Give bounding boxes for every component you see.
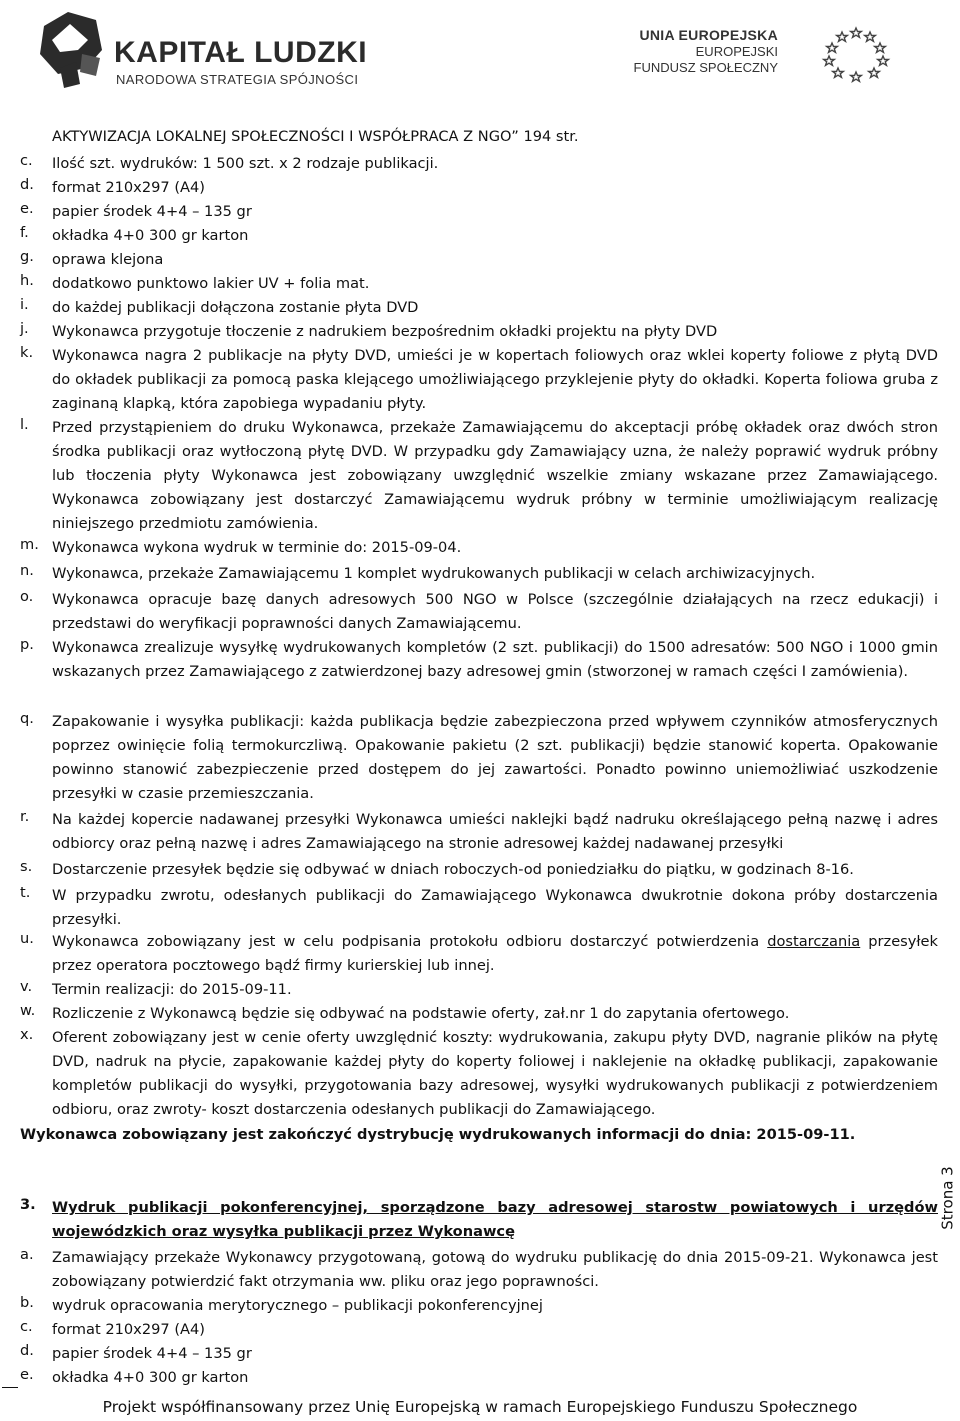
list-item bbox=[20, 1026, 938, 1122]
item-text: Wykonawca nagra 2 publikacje na płyty DVD, umieści je w kopertach foliowych oraz wklei koperty foliowe z płytą DVD do okładek publikacji za pomocą paska klejącego umożliwiającego przyklejenie płyty do okładki. Koperta foliowa gruba z zaginaną klapką, która zapobiega wypadaniu płyty. bbox=[52, 347, 938, 412]
item-label: c. bbox=[20, 152, 33, 169]
page-header bbox=[0, 0, 960, 110]
eu-line3: FUNDUSZ SPOŁECZNY bbox=[633, 60, 778, 75]
item-text-before: Wykonawca zobowiązany jest w celu podpisania protokołu odbioru dostarczyć potwierdzenia bbox=[52, 933, 768, 950]
list-item bbox=[20, 296, 938, 320]
list-item bbox=[20, 884, 938, 932]
item-text bbox=[52, 930, 938, 978]
item-label: e. bbox=[20, 1366, 34, 1383]
item-label: k. bbox=[20, 344, 34, 361]
list-item bbox=[20, 710, 938, 806]
item-text: format 210x297 (A4) bbox=[52, 1321, 205, 1338]
list-item bbox=[20, 152, 938, 176]
item-label: q. bbox=[20, 710, 34, 727]
item-label: s. bbox=[20, 858, 33, 875]
item-text: Wykonawca przygotuje tłoczenie z nadrukiem bezpośrednim okładki projektu na płyty DVD bbox=[52, 323, 718, 340]
item-label: o. bbox=[20, 588, 34, 605]
list-item bbox=[20, 536, 938, 560]
list-item bbox=[20, 1342, 938, 1366]
section-3-heading bbox=[20, 1196, 938, 1244]
item-label: n. bbox=[20, 562, 34, 579]
item-text: Wykonawca wykona wydruk w terminie do: 2015-09-04. bbox=[52, 539, 462, 556]
item-text: Oferent zobowiązany jest w cenie oferty uwzględnić koszty: wydrukowania, zakupu płyty DVD, nagranie plików na płytę DVD, nadruk na płycie, zapakowanie każdej płyty do koperty foliowej i naklejenie na okładkę publikacji, zapakowanie kompletów publikacji do wysyłki, przygotowania bazy adresowej, wysyłki wydrukowanych publikacji z potwierdzeniem odbioru, oraz zwroty- koszt dostarczenia odesłanych publikacji do Zamawiającego. bbox=[52, 1029, 938, 1118]
item-label: d. bbox=[20, 176, 34, 193]
item-label: d. bbox=[20, 1342, 34, 1359]
item-text: dodatkowo punktowo lakier UV + folia mat. bbox=[52, 275, 370, 292]
list-item bbox=[20, 1318, 938, 1342]
item-label: u. bbox=[20, 930, 34, 947]
eu-line2: EUROPEJSKI bbox=[695, 44, 778, 59]
item-label: j. bbox=[20, 320, 29, 337]
eu-stars-flag-icon bbox=[796, 22, 916, 84]
item-label: c. bbox=[20, 1318, 33, 1335]
kapital-ludzki-title: KAPITAŁ LUDZKI bbox=[114, 36, 368, 69]
kapital-ludzki-logo bbox=[30, 10, 368, 95]
list-item bbox=[20, 272, 938, 296]
item-label: g. bbox=[20, 248, 34, 265]
item-label: b. bbox=[20, 1294, 34, 1311]
bold-statement: Wykonawca zobowiązany jest zakończyć dystrybucję wydrukowanych informacji do dnia: 2015-09-11. bbox=[20, 1126, 856, 1143]
list-item bbox=[20, 1366, 938, 1390]
item-text-underlined: dostarczania bbox=[767, 933, 861, 950]
item-text: Termin realizacji: do 2015-09-11. bbox=[52, 981, 292, 998]
item-text: papier środek 4+4 – 135 gr bbox=[52, 1345, 252, 1362]
eu-line1: UNIA EUROPEJSKA bbox=[639, 27, 778, 43]
item-text: Zamawiający przekaże Wykonawcy przygotowaną, gotową do wydruku publikację do dnia 2015-09-21. Wykonawca jest zobowiązany potwierdzić fakt otrzymania ww. pliku oraz jego poprawności. bbox=[52, 1249, 938, 1290]
page-footer: Projekt współfinansowany przez Unię Europejską w ramach Europejskiego Funduszu Społecznego bbox=[102, 1398, 858, 1416]
item-label: m. bbox=[20, 536, 39, 553]
eu-logo bbox=[628, 22, 928, 92]
page-number-vertical bbox=[938, 1165, 960, 1235]
item-text: Rozliczenie z Wykonawcą będzie się odbywać na podstawie oferty, zał.nr 1 do zapytania ofertowego. bbox=[52, 1005, 790, 1022]
kapital-ludzki-subtitle: NARODOWA STRATEGIA SPÓJNOŚCI bbox=[116, 72, 359, 87]
list-item bbox=[20, 636, 938, 684]
item-label: x. bbox=[20, 1026, 34, 1043]
item-label: a. bbox=[20, 1246, 34, 1263]
item-text: Dostarczenie przesyłek będzie się odbywać w dniach roboczych-od poniedziałku do piątku, w godzinach 8-16. bbox=[52, 861, 854, 878]
list-item bbox=[20, 320, 938, 344]
item-text: wydruk opracowania merytorycznego – publikacji pokonferencyjnej bbox=[52, 1297, 543, 1314]
list-item bbox=[20, 200, 938, 224]
list-item bbox=[20, 344, 938, 416]
list-item bbox=[20, 930, 938, 978]
list-item bbox=[20, 1246, 938, 1294]
item-label: p. bbox=[20, 636, 34, 653]
list-item bbox=[20, 176, 938, 200]
item-text: Przed przystąpieniem do druku Wykonawca, przekaże Zamawiającemu do akceptacji próbę okładek oraz dwóch stron środka publikacji oraz wytłoczoną płytę DVD. W przypadku gdy Zamawiający uzna, że należy poprawić wydruk próbny lub tłoczenia płyty Wykonawca jest zobowiązany uwzględnić wszelkie zmiany wskazane przez Zamawiającego. Wykonawca zobowiązany jest dostarczyć Zamawiającemu wydruk próbny w terminie umożliwiającym realizację niniejszego przedmiotu zamówienia. bbox=[52, 419, 938, 532]
footer-dash bbox=[2, 1387, 18, 1388]
item-label: t. bbox=[20, 884, 31, 901]
top-line: AKTYWIZACJA LOKALNEJ SPOŁECZNOŚCI I WSPÓŁPRACA Z NGO” 194 str. bbox=[52, 128, 579, 145]
list-item bbox=[20, 248, 938, 272]
list-item bbox=[20, 808, 938, 856]
item-text: format 210x297 (A4) bbox=[52, 179, 205, 196]
list-item bbox=[20, 858, 938, 882]
item-text: W przypadku zwrotu, odesłanych publikacji do Zamawiającego Wykonawca dwukrotnie dokona próby dostarczenia przesyłki. bbox=[52, 887, 938, 928]
item-text: Na każdej kopercie nadawanej przesyłki Wykonawca umieści naklejki bądź nadruku określającego pełną nazwę i adres odbiorcy oraz pełną nazwę i adres Zamawiającego na stronie adresowej każdej nadawanej przesyłki bbox=[52, 811, 938, 852]
page-label: Strona 3 bbox=[938, 1166, 957, 1230]
list-item bbox=[20, 978, 938, 1002]
item-text: okładka 4+0 300 gr karton bbox=[52, 1369, 249, 1386]
list-item bbox=[20, 588, 938, 636]
list-item bbox=[20, 1002, 938, 1026]
item-label: h. bbox=[20, 272, 34, 289]
item-label: v. bbox=[20, 978, 33, 995]
list-item bbox=[20, 1294, 938, 1318]
item-text: Wykonawca opracuje bazę danych adresowych 500 NGO w Polsce (szczególnie działających na rzecz edukacji) i przedstawi do weryfikacji poprawności danych Zamawiającemu. bbox=[52, 591, 938, 632]
kapital-ludzki-emblem-icon bbox=[30, 10, 108, 90]
item-text: Zapakowanie i wysyłka publikacji: każda publikacja będzie zabezpieczona przed wpływem czynników atmosferycznych poprzez owinięcie folią termokurczliwą. Opakowanie pakietu (2 szt. publikacji) będzie stanowić koperta. Opakowanie powinno stanowić zabezpieczenie przed dostępem do jej zawartości. Ponadto powinno uniemożliwiać uszkodzenie przesyłki w czasie przemieszczania. bbox=[52, 713, 938, 802]
item-text: oprawa klejona bbox=[52, 251, 164, 268]
item-text: Wykonawca zrealizuje wysyłkę wydrukowanych kompletów (2 szt. publikacji) do 1500 adresatów: 500 NGO i 1000 gmin wskazanych przez Zamawiającego z zatwierdzonej bazy adresowej gmin (stworzonej w ramach części I zamówienia). bbox=[52, 639, 938, 680]
section-number: 3. bbox=[20, 1196, 36, 1213]
item-text: Wykonawca, przekaże Zamawiającemu 1 komplet wydrukowanych publikacji w celach archiwizacyjnych. bbox=[52, 565, 816, 582]
item-label: f. bbox=[20, 224, 29, 241]
item-label: r. bbox=[20, 808, 30, 825]
list-item bbox=[20, 416, 938, 536]
item-text: papier środek 4+4 – 135 gr bbox=[52, 203, 252, 220]
item-label: i. bbox=[20, 296, 29, 313]
item-text: Ilość szt. wydruków: 1 500 szt. x 2 rodzaje publikacji. bbox=[52, 155, 439, 172]
item-text: do każdej publikacji dołączona zostanie płyta DVD bbox=[52, 299, 419, 316]
item-label: w. bbox=[20, 1002, 36, 1019]
item-text: okładka 4+0 300 gr karton bbox=[52, 227, 249, 244]
section-title: Wydruk publikacji pokonferencyjnej, sporządzone bazy adresowej starostw powiatowych i urzędów wojewódzkich oraz wysyłka publikacji przez Wykonawcę bbox=[52, 1199, 938, 1240]
list-item bbox=[20, 562, 938, 586]
item-label: l. bbox=[20, 416, 29, 433]
item-text-after: przesyłek przez operatora pocztowego bądź firmy kurierskiej lub innej. bbox=[52, 933, 938, 974]
list-item bbox=[20, 224, 938, 248]
item-label: e. bbox=[20, 200, 34, 217]
